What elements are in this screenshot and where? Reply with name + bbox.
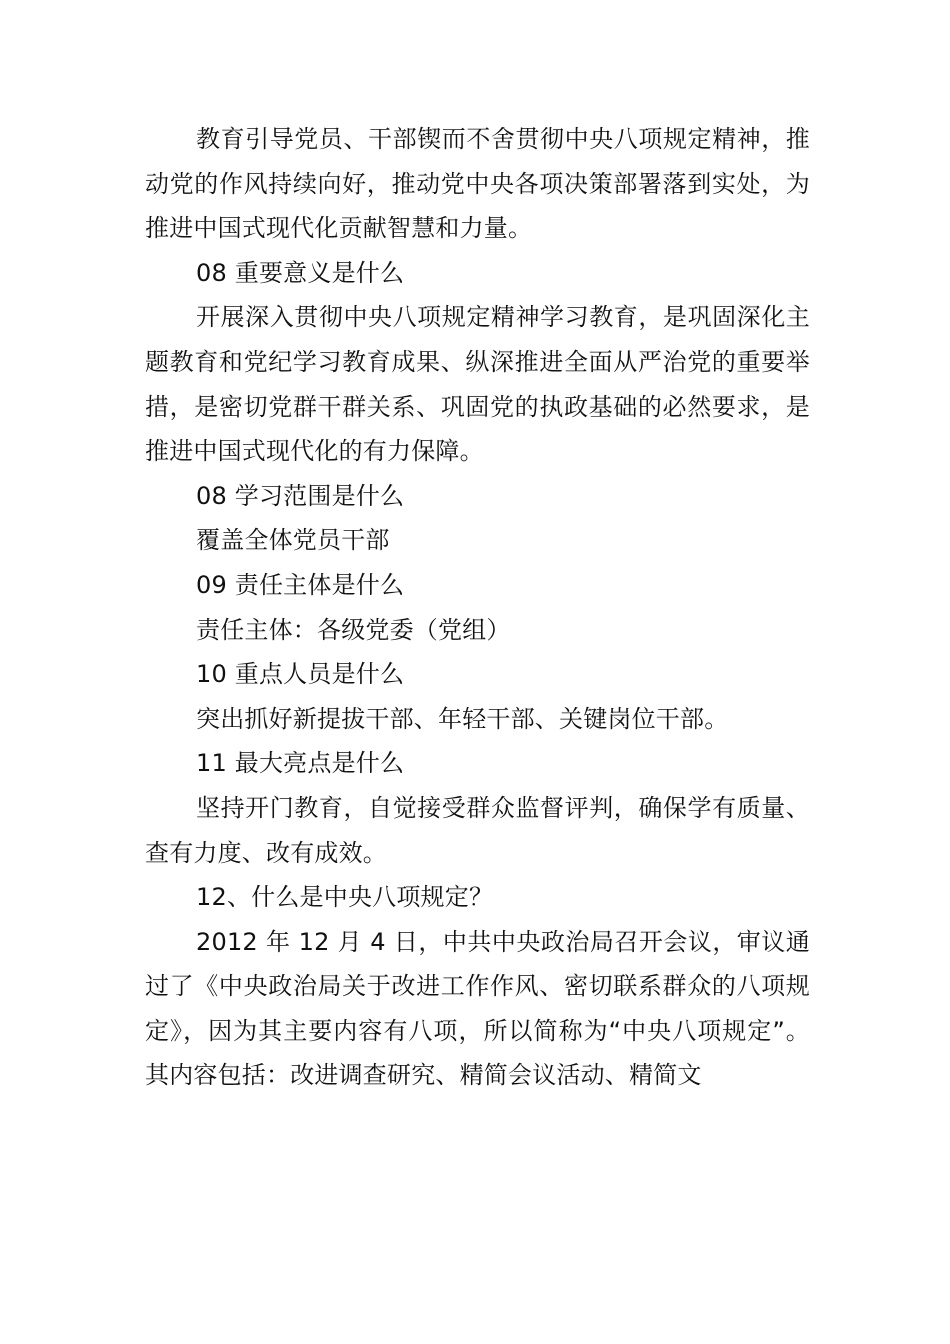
document-body <box>145 117 810 1098</box>
paragraph-responsible-party: 责任主体：各级党委（党组） <box>196 615 511 644</box>
heading-importance: 08 重要意义是什么 <box>196 258 405 287</box>
paragraph-importance: 开展深入贯彻中央八项规定精神学习教育，是巩固深化主题教育和党纪学习教育成果、纵深推进全面从严治党的重要举措，是密切党群干群关系、巩固党的执政基础的必然要求，是推进中国式现代化的有力保障。 <box>145 303 810 466</box>
heading-study-scope: 08 学习范围是什么 <box>196 481 405 510</box>
heading-key-personnel: 10 重点人员是什么 <box>196 660 405 689</box>
paragraph-eight-rules: 2012 年 12 月 4 日，中共中央政治局召开会议，审议通过了《中央政治局关于改进工作作风、密切联系群众的八项规定》，因为其主要内容有八项，所以简称为“中央八项规定”。其内容包括：改进调查研究、精简会议活动、精简文 <box>145 927 810 1090</box>
paragraph-study-scope: 覆盖全体党员干部 <box>196 526 390 555</box>
heading-responsible-party: 09 责任主体是什么 <box>196 570 405 599</box>
paragraph-highlight: 坚持开门教育，自觉接受群众监督评判，确保学有质量、查有力度、改有成效。 <box>145 793 810 867</box>
heading-eight-rules: 12、什么是中央八项规定？ <box>196 883 494 912</box>
paragraph-key-personnel: 突出抓好新提拔干部、年轻干部、关键岗位干部。 <box>196 704 729 733</box>
heading-highlight: 11 最大亮点是什么 <box>196 749 405 778</box>
paragraph-education-goal: 教育引导党员、干部锲而不舍贯彻中央八项规定精神，推动党的作风持续向好，推动党中央各项决策部署落到实处，为推进中国式现代化贡献智慧和力量。 <box>145 125 810 243</box>
